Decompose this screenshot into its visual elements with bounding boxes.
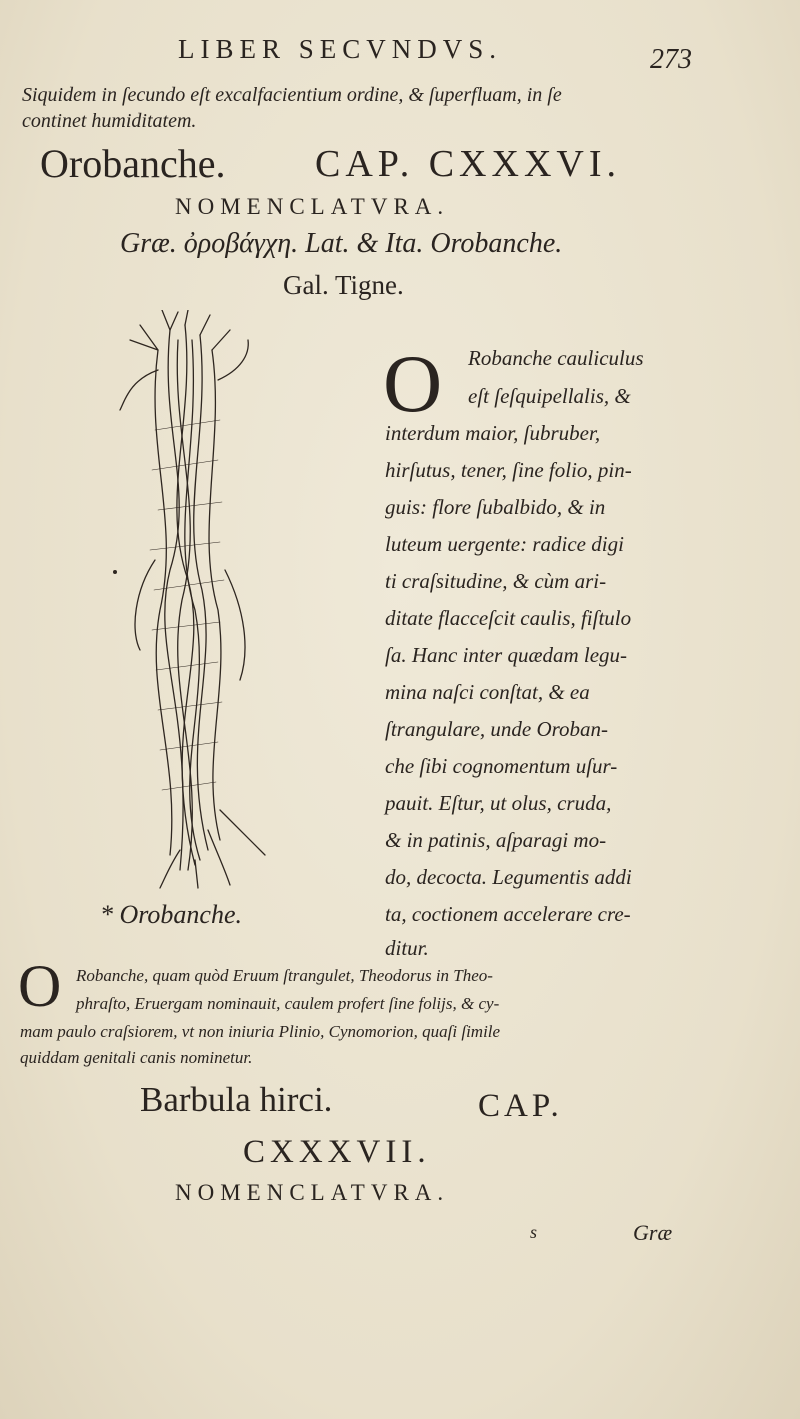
body-line: ditate flacceſcit caulis, fiſtulo [385, 606, 632, 630]
intro-line-1: Siquidem in ſecundo eſt excalfacientium ordine, & ſuperfluam, in ſe [22, 84, 562, 106]
body-line: Robanche cauliculus [468, 346, 644, 370]
body-line: & in patinis, aſparagi mo- [385, 828, 607, 852]
chapter-2-number: CXXXVII. [243, 1134, 431, 1170]
intro-line-2: continet humiditatem. [22, 110, 197, 132]
chapter-title: Orobanche. [40, 141, 226, 186]
nomenclatura-heading-2: NOMENCLATVRA. [175, 1180, 450, 1205]
body-line: hirſutus, tener, ſine folio, pin- [385, 458, 632, 482]
chapter-label: CAP. CXXXVI. [315, 143, 621, 185]
body-line: luteum uergente: radice digi [385, 532, 624, 556]
chapter-2-cap: CAP. [478, 1088, 563, 1124]
body-line: ditur. [385, 936, 429, 960]
body-line: ti craſsitudine, & cùm ari- [385, 569, 607, 593]
running-head: LIBER SECVNDVS. [178, 34, 503, 64]
dropcap-o: O [383, 338, 443, 429]
body-line: pauit. Eſtur, ut olus, cruda, [385, 791, 612, 815]
paragraph-line: mam paulo craſsiorem, vt non iniuria Plinio, Cynomorion, quaſi ſimile [20, 1022, 501, 1041]
greek-latin-names: Græ. ὀροβάγχη. Lat. & Ita. Orobanche. [120, 228, 563, 259]
orobanche-woodcut-illustration [100, 310, 275, 890]
paragraph-line: Robanche, quam quòd Eruum ſtrangulet, Theodorus in Theo- [76, 966, 493, 985]
body-line: ſtrangulare, unde Oroban- [385, 717, 609, 741]
body-line: guis: flore ſubalbido, & in [385, 495, 606, 519]
dropcap-o-2: O [18, 953, 62, 1019]
chapter-2-title: Barbula hirci. [140, 1080, 333, 1119]
paragraph-line: phraſto, Eruergam nominauit, caulem profert ſine folijs, & cy- [76, 994, 500, 1013]
body-line: do, decocta. Legumentis addi [385, 865, 632, 889]
page-number: 273 [650, 44, 692, 75]
paragraph-line: quiddam genitali canis nominetur. [20, 1048, 253, 1067]
figure-caption: * Orobanche. [100, 900, 243, 929]
nomenclatura-heading: NOMENCLATVRA. [175, 194, 450, 219]
body-line: ta, coctionem accelerare cre- [385, 902, 631, 926]
body-line: che ſibi cognomentum uſur- [385, 754, 618, 778]
signature-mark: s [530, 1222, 538, 1242]
gallic-name: Gal. Tigne. [283, 270, 404, 300]
body-line: interdum maior, ſubruber, [385, 421, 601, 445]
catchword: Græ [633, 1220, 673, 1245]
body-line: eſt ſeſquipellalis, & [468, 384, 631, 408]
body-line: mina naſci conſtat, & ea [385, 680, 590, 704]
body-line: ſa. Hanc inter quædam legu- [385, 643, 628, 667]
